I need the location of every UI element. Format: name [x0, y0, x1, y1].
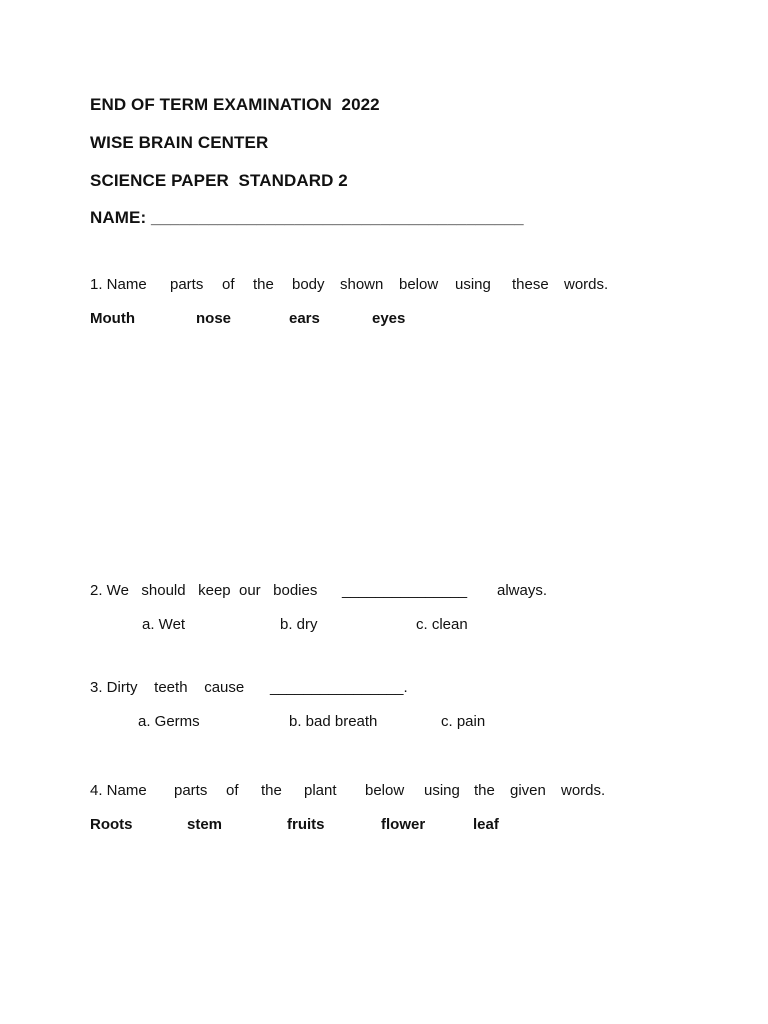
word-bank-item: leaf — [473, 816, 499, 833]
q4-word: parts — [174, 782, 208, 799]
q1-word: body — [292, 276, 325, 293]
school-name: WISE BRAIN CENTER — [90, 133, 269, 152]
q2-option-b: b. dry — [280, 616, 318, 633]
q1-word: the — [253, 276, 274, 293]
q1-word: below — [399, 276, 439, 293]
q1-word: parts — [170, 276, 204, 293]
word-bank-item: eyes — [372, 310, 406, 327]
word-bank-item: nose — [196, 310, 232, 327]
exam-title: END OF TERM EXAMINATION 2022 — [90, 95, 380, 114]
q3-prompt-start: 3. Dirty teeth cause — [90, 679, 245, 696]
paper-title: SCIENCE PAPER STANDARD 2 — [90, 171, 348, 190]
q4-word: 4. Name — [90, 782, 147, 799]
q3-option-a: a. Germs — [138, 713, 200, 730]
q4-word: the — [474, 782, 495, 799]
q1-word: shown — [340, 276, 384, 293]
name-blank: _______________________________________ — [151, 208, 524, 227]
word-bank-item: Roots — [90, 816, 133, 833]
q2-blank: _______________ — [342, 582, 468, 599]
q1-word: of — [222, 276, 235, 293]
q2-option-a: a. Wet — [142, 616, 186, 633]
word-bank-item: ears — [289, 310, 320, 327]
q1-word: these — [512, 276, 549, 293]
q1-word: words. — [564, 276, 609, 293]
q4-word: of — [226, 782, 239, 799]
q2-option-c: c. clean — [416, 616, 468, 633]
q4-word: given — [510, 782, 546, 799]
q1-word: 1. Name — [90, 276, 147, 293]
q2-prompt-start: 2. We should keep our bodies — [90, 582, 318, 599]
q4-word: the — [261, 782, 282, 799]
name-line — [90, 208, 524, 228]
name-label: NAME: — [90, 208, 147, 227]
q4-word: plant — [304, 782, 337, 799]
word-bank-item: stem — [187, 816, 223, 833]
q2-prompt-end: always. — [497, 582, 548, 599]
word-bank-item: fruits — [287, 816, 325, 833]
word-bank-item: flower — [381, 816, 426, 833]
word-bank-item: Mouth — [90, 310, 135, 327]
q3-blank: ________________. — [270, 679, 408, 696]
q3-option-b: b. bad breath — [289, 713, 378, 730]
q3-option-c: c. pain — [441, 713, 486, 730]
q4-word: using — [424, 782, 460, 799]
q4-word: below — [365, 782, 405, 799]
q1-word: using — [455, 276, 491, 293]
q4-word: words. — [561, 782, 606, 799]
